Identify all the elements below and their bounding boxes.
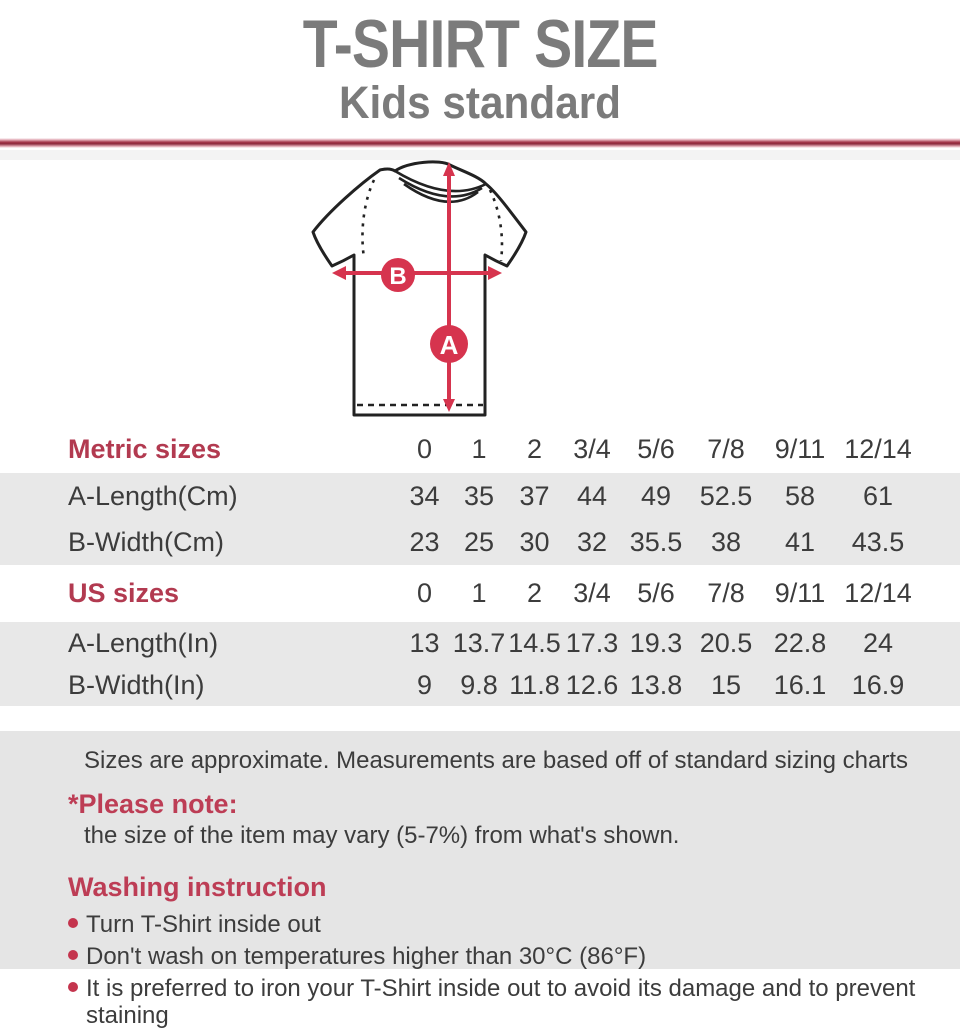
tshirt-diagram	[300, 156, 660, 428]
cell: 43.5	[851, 526, 905, 557]
cell: 13.7	[452, 627, 506, 658]
row-label: A-Length(Cm)	[68, 480, 238, 511]
cell: 37	[519, 480, 550, 511]
size-col-header: 9/11	[774, 578, 826, 608]
cell: 12.6	[565, 669, 619, 700]
cell: 58	[784, 480, 816, 511]
cell: 35.5	[629, 526, 683, 557]
approx-note: Sizes are approximate. Measurements are based off of standard sizing charts	[84, 747, 908, 774]
size-col-header: 3/4	[573, 433, 611, 464]
cell: 41	[784, 526, 816, 557]
please-note-heading: *Please note:	[68, 789, 238, 819]
cell: 34	[409, 480, 440, 511]
washing-item-text: Turn T-Shirt inside out	[86, 911, 321, 938]
cell: 19.3	[629, 627, 683, 658]
cell: 32	[576, 526, 608, 557]
width-badge-label: B	[389, 263, 407, 290]
cell: 13.8	[629, 669, 683, 700]
row-label: A-Length(In)	[68, 627, 219, 658]
cell: 61	[862, 480, 894, 511]
size-col-header: 7/8	[707, 578, 745, 608]
size-col-header: 12/14	[844, 578, 912, 608]
cell: 15	[710, 669, 742, 700]
please-note-body: the size of the item may vary (5-7%) from what's shown.	[84, 822, 680, 849]
cell: 52.5	[699, 480, 753, 511]
size-col-header: 2	[526, 578, 543, 608]
metric-sizes-heading: Metric sizes	[68, 433, 222, 464]
cell: 49	[640, 480, 672, 511]
cell: 20.5	[699, 627, 753, 658]
cell: 13	[409, 627, 440, 658]
cell: 30	[519, 526, 550, 557]
metric-data-band	[0, 473, 960, 565]
tshirt-drawing-icon	[300, 156, 660, 428]
table-row-length-in	[0, 622, 960, 664]
cell: 22.8	[773, 627, 827, 658]
cell: 9	[416, 669, 433, 700]
row-label: B-Width(Cm)	[68, 526, 224, 557]
washing-item	[0, 973, 960, 1032]
us-data-band	[0, 622, 960, 706]
us-header-row	[0, 565, 960, 622]
size-col-header: 9/11	[774, 433, 826, 464]
header	[0, 6, 960, 128]
metric-header-row	[0, 425, 960, 473]
bullet-icon	[68, 982, 78, 992]
size-col-header: 12/14	[844, 433, 912, 464]
width-arrow-right	[488, 266, 502, 280]
row-label: B-Width(In)	[68, 669, 205, 700]
cell: 9.8	[460, 669, 498, 700]
page-title: T-SHIRT SIZE	[302, 6, 658, 82]
cell: 35	[463, 480, 495, 511]
washing-item-text: Don't wash on temperatures higher than 30°C (86°F)	[86, 942, 647, 970]
table-row-width-in	[0, 664, 960, 706]
size-col-header: 3/4	[573, 578, 611, 608]
size-col-header: 2	[526, 433, 543, 464]
cell: 11.8	[509, 669, 560, 700]
table-row-width-cm	[0, 519, 960, 565]
size-table	[0, 425, 960, 706]
table-row-length-cm	[0, 473, 960, 519]
size-col-header: 0	[416, 578, 433, 608]
cell: 17.3	[565, 627, 619, 658]
washing-item-text: It is preferred to iron your T-Shirt inside out to avoid its damage and to prevent staining	[86, 974, 916, 1029]
cell: 23	[409, 526, 440, 557]
cell: 16.1	[773, 669, 827, 700]
length-badge-label: A	[439, 330, 459, 360]
cell: 24	[862, 627, 894, 658]
size-col-header: 0	[416, 433, 433, 464]
size-col-header: 5/6	[637, 433, 675, 464]
cell: 25	[463, 526, 495, 557]
size-col-header: 7/8	[707, 433, 745, 464]
washing-item	[0, 909, 960, 941]
cell: 16.9	[851, 669, 905, 700]
us-sizes-heading: US sizes	[68, 578, 180, 608]
bullet-icon	[68, 918, 78, 928]
notes-section	[0, 731, 960, 1029]
divider-line	[0, 138, 960, 148]
cell: 44	[576, 480, 608, 511]
washing-item	[0, 941, 960, 973]
size-col-header: 5/6	[637, 578, 675, 608]
width-arrow-left	[332, 266, 346, 280]
cell: 14.5	[508, 627, 561, 658]
cell: 38	[710, 526, 742, 557]
bullet-icon	[68, 950, 78, 960]
washing-instruction-heading: Washing instruction	[68, 872, 327, 902]
size-col-header: 1	[471, 433, 487, 464]
size-col-header: 1	[471, 578, 487, 608]
page-subtitle: Kids standard	[338, 77, 622, 128]
